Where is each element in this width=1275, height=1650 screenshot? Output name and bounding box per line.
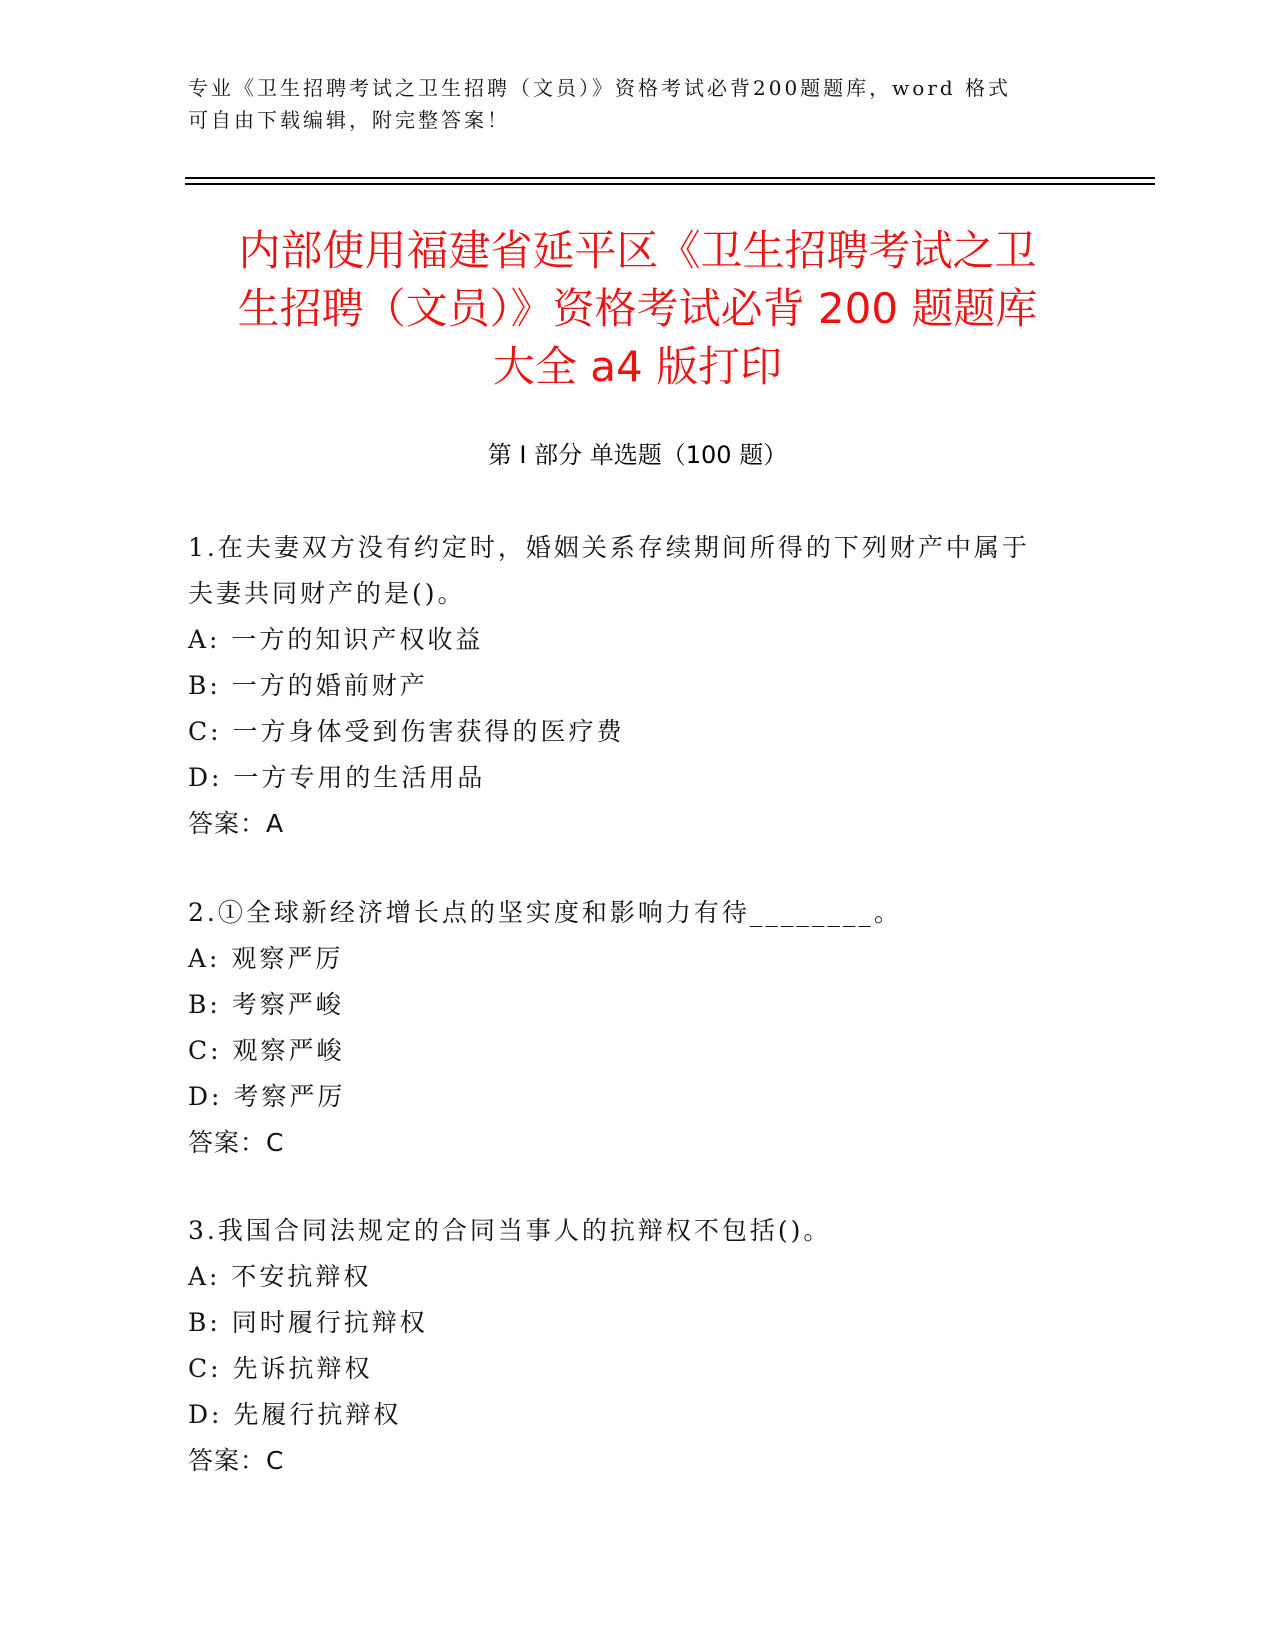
answer-label: 答案：C [188,1446,285,1475]
option-b: B: 一方的婚前财产 [188,671,428,700]
answer-label: 答案：A [188,809,285,838]
option-a: A: 不安抗辩权 [188,1262,372,1291]
option-b: B: 同时履行抗辩权 [188,1308,428,1337]
header-divider-top [185,177,1155,179]
option-d: D: 一方专用的生活用品 [188,763,486,792]
document-title [140,222,1135,396]
question-stem: 夫妻共同财产的是()。 [188,579,466,608]
document-title-line-2: 生招聘（文员）》资格考试必背 200 题题库 [237,284,1038,333]
option-c: C: 先诉抗辩权 [188,1354,373,1383]
option-a: A: 一方的知识产权收益 [188,625,484,654]
document-title-line-3: 大全 a4 版打印 [492,342,783,391]
question-stem: 3.我国合同法规定的合同当事人的抗辩权不包括()。 [188,1216,832,1245]
question-item [188,890,1088,1166]
header-divider-bottom [185,183,1155,185]
option-d: D: 考察严厉 [188,1082,346,1111]
document-title-line-1: 内部使用福建省延平区《卫生招聘考试之卫 [238,226,1037,275]
header-note-line-2: 可自由下载编辑，附完整答案！ [188,108,510,132]
header-note-line-1: 专业《卫生招聘考试之卫生招聘（文员）》资格考试必背200题题库，word 格式 [188,76,1012,100]
section-heading: 第 I 部分 单选题（100 题） [487,441,788,469]
answer-label: 答案：C [188,1128,285,1157]
option-b: B: 考察严峻 [188,990,344,1019]
question-stem: 2.①全球新经济增长点的坚实度和影响力有待________。 [188,898,902,927]
question-item [188,525,1088,847]
option-c: C: 观察严峻 [188,1036,345,1065]
question-item [188,1208,1088,1484]
option-d: D: 先履行抗辩权 [188,1400,402,1429]
option-c: C: 一方身体受到伤害获得的医疗费 [188,717,625,746]
option-a: A: 观察严厉 [188,944,344,973]
header-note [188,72,1088,136]
question-stem: 1.在夫妻双方没有约定时，婚姻关系存续期间所得的下列财产中属于 [188,533,1030,562]
